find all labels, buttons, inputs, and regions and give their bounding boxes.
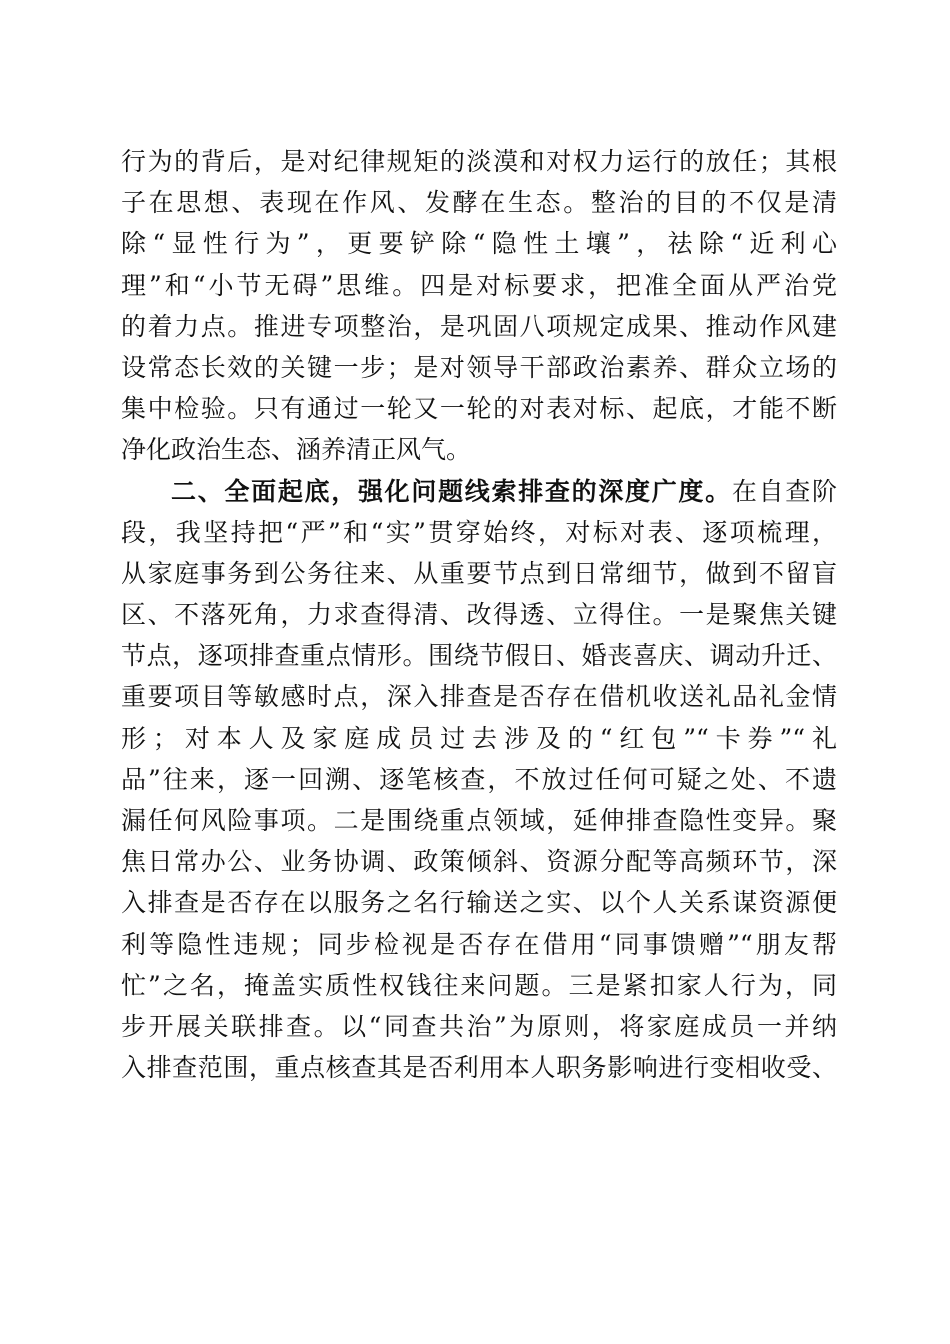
section-heading: 二、全面起底，强化问题线索排查的深度广度。 [171,476,732,506]
paragraph-1 [121,141,837,471]
paragraph-1-line: 行为的背后，是对纪律规矩的淡漠和对权力运行的放任；其根 [121,147,837,176]
paragraph-2-line: 入排查范围，重点核查其是否利用本人职务影响进行变相收受、 [121,1053,837,1083]
paragraph-2-line: 入排查是否存在以服务之名行输送之实、以个人关系谋资源便 [121,888,837,918]
paragraph-2-line: 利等隐性违规；同步检视是否存在借用“同事馈赠”“朋友帮 [121,929,837,959]
paragraph-1-line: 子在思想、表现在作风、发酵在生态。整治的目的不仅是清 [121,188,837,218]
paragraph-2-line: 步开展关联排查。以“同查共治”为原则，将家庭成员一并纳 [121,1011,837,1041]
paragraph-2-line: 区、不落死角，力求查得清、改得透、立得住。一是聚焦关键 [121,600,837,630]
paragraph-1-line: 净化政治生态、涵养清正风气。 [121,435,472,465]
paragraph-2-line: 形；对本人及家庭成员过去涉及的“红包”“卡券”“礼 [121,723,837,753]
paragraph-1-line: 设常态长效的关键一步；是对领导干部政治素养、群众立场的 [121,352,837,382]
paragraph-1-line: 除“显性行为”，更要铲除“隐性土壤”，祛除“近利心 [121,229,837,259]
paragraph-1-line: 集中检验。只有通过一轮又一轮的对表对标、起底，才能不断 [121,394,837,424]
paragraph-2-line: 品”往来，逐一回溯、逐笔核查，不放过任何可疑之处、不遗 [121,764,837,794]
paragraph-2-first-line-rest: 在自查阶 [731,476,837,506]
paragraph-2-line: 重要项目等敏感时点，深入排查是否存在借机收送礼品礼金情 [121,682,837,712]
paragraph-1-line: 理”和“小节无碍”思维。四是对标要求，把准全面从严治党 [121,270,837,300]
paragraph-1-line: 的着力点。推进专项整治，是巩固八项规定成果、推动作风建 [121,311,837,341]
paragraph-2-first-line [121,471,837,512]
paragraph-2-line: 节点，逐项排查重点情形。围绕节假日、婚丧喜庆、调动升迁、 [121,641,837,671]
paragraph-2-line: 从家庭事务到公务往来、从重要节点到日常细节，做到不留盲 [121,558,837,588]
paragraph-2-line: 忙”之名，掩盖实质性权钱往来问题。三是紧扣家人行为，同 [121,970,837,1000]
paragraph-2-line: 焦日常办公、业务协调、政策倾斜、资源分配等高频环节，深 [121,847,837,877]
paragraph-2-line: 漏任何风险事项。二是围绕重点领域，延伸排查隐性变异。聚 [121,806,837,835]
paragraph-2-line: 段，我坚持把“严”和“实”贯穿始终，对标对表、逐项梳理， [121,517,837,547]
document-body [121,141,837,1088]
paragraph-2 [121,471,837,1089]
